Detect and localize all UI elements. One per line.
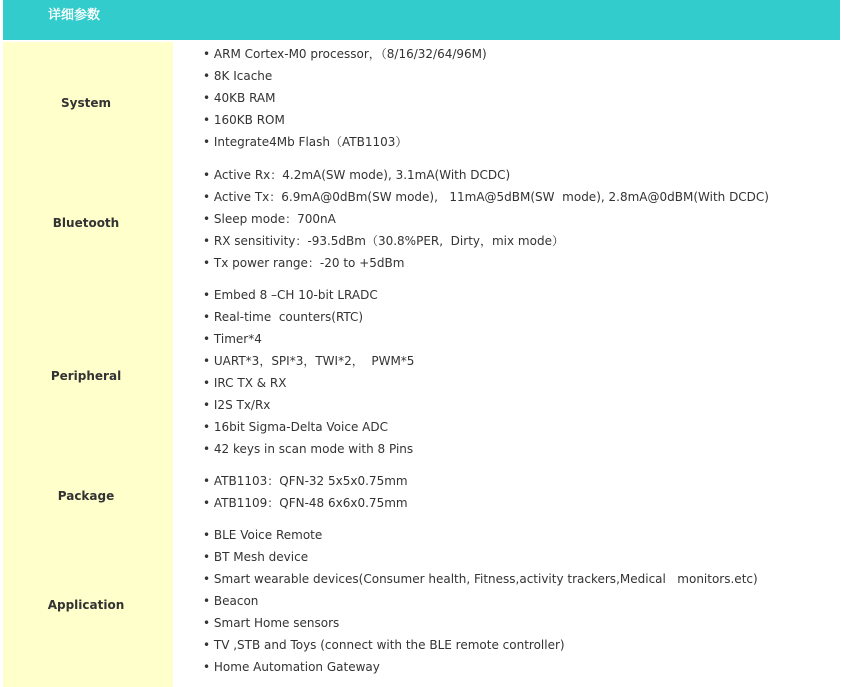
spec-label-peripheral: Peripheral	[50, 369, 122, 383]
spec-item: • Active Tx：6.9mA@0dBm(SW mode), 11mA@5dBM(SW mode), 2.8mA@0dBM(With DCDC)	[203, 190, 769, 204]
spec-item: • ARM Cortex-M0 processor，（8/16/32/64/96M)	[203, 47, 487, 61]
spec-item: • I2S Tx/Rx	[203, 398, 271, 412]
spec-item: • TV ,STB and Toys (connect with the BLE remote controller)	[203, 638, 565, 652]
spec-value-cell	[173, 42, 840, 163]
spec-label-cell	[3, 163, 173, 283]
spec-item: • Real-time counters(RTC)	[203, 310, 364, 324]
spec-item: • IRC TX & RX	[203, 376, 287, 390]
spec-item: • UART*3，SPI*3，TWI*2， PWM*5	[203, 354, 415, 368]
spec-value-cell	[173, 283, 840, 469]
spec-label-package: Package	[57, 489, 115, 503]
spec-item: • 42 keys in scan mode with 8 Pins	[203, 442, 414, 456]
spec-label-cell	[3, 283, 173, 469]
spec-item: • Sleep mode：700nA	[203, 212, 336, 226]
spec-item: • Tx power range：-20 to +5dBm	[203, 256, 405, 270]
spec-item: • Timer*4	[203, 332, 262, 346]
spec-item: • BT Mesh device	[203, 550, 309, 564]
spec-label-system: System	[61, 95, 111, 110]
spec-header	[3, 0, 840, 42]
spec-row-bluetooth	[3, 163, 840, 283]
spec-item: • Smart wearable devices(Consumer health, Fitness,activity trackers,Medical monitors.etc)	[203, 572, 758, 586]
spec-item: • BLE Voice Remote	[203, 528, 323, 542]
spec-label-cell	[3, 42, 173, 163]
spec-item: • ATB1109：QFN-48 6x6x0.75mm	[203, 496, 408, 510]
spec-item: • 160KB ROM	[203, 113, 285, 127]
spec-label-bluetooth: Bluetooth	[52, 216, 120, 230]
spec-row-system	[3, 42, 840, 163]
spec-item: • Beacon	[203, 594, 259, 608]
spec-header-title: 详细参数	[48, 7, 101, 23]
spec-label-cell	[3, 523, 173, 687]
spec-label-cell	[3, 469, 173, 523]
spec-item: • 40KB RAM	[203, 91, 276, 105]
spec-value-cell	[173, 163, 840, 283]
spec-item: • RX sensitivity：-93.5dBm（30.8%PER, Dirty，mix mode）	[203, 234, 564, 248]
spec-row-package	[3, 469, 840, 523]
spec-item: • Smart Home sensors	[203, 616, 340, 630]
spec-row-application	[3, 523, 840, 687]
spec-item: • Embed 8 –CH 10-bit LRADC	[203, 288, 378, 302]
spec-value-cell	[173, 523, 840, 687]
spec-item: • ATB1103：QFN-32 5x5x0.75mm	[203, 474, 408, 488]
spec-item: • 16bit Sigma-Delta Voice ADC	[203, 420, 388, 434]
spec-item: • Active Rx：4.2mA(SW mode), 3.1mA(With DCDC)	[203, 168, 511, 182]
spec-item: • 8K Icache	[203, 69, 273, 83]
spec-value-cell	[173, 469, 840, 523]
spec-item: • Home Automation Gateway	[203, 660, 380, 674]
spec-label-application: Application	[47, 598, 125, 612]
spec-item: • Integrate4Mb Flash（ATB1103）	[203, 135, 408, 149]
spec-row-peripheral	[3, 283, 840, 469]
